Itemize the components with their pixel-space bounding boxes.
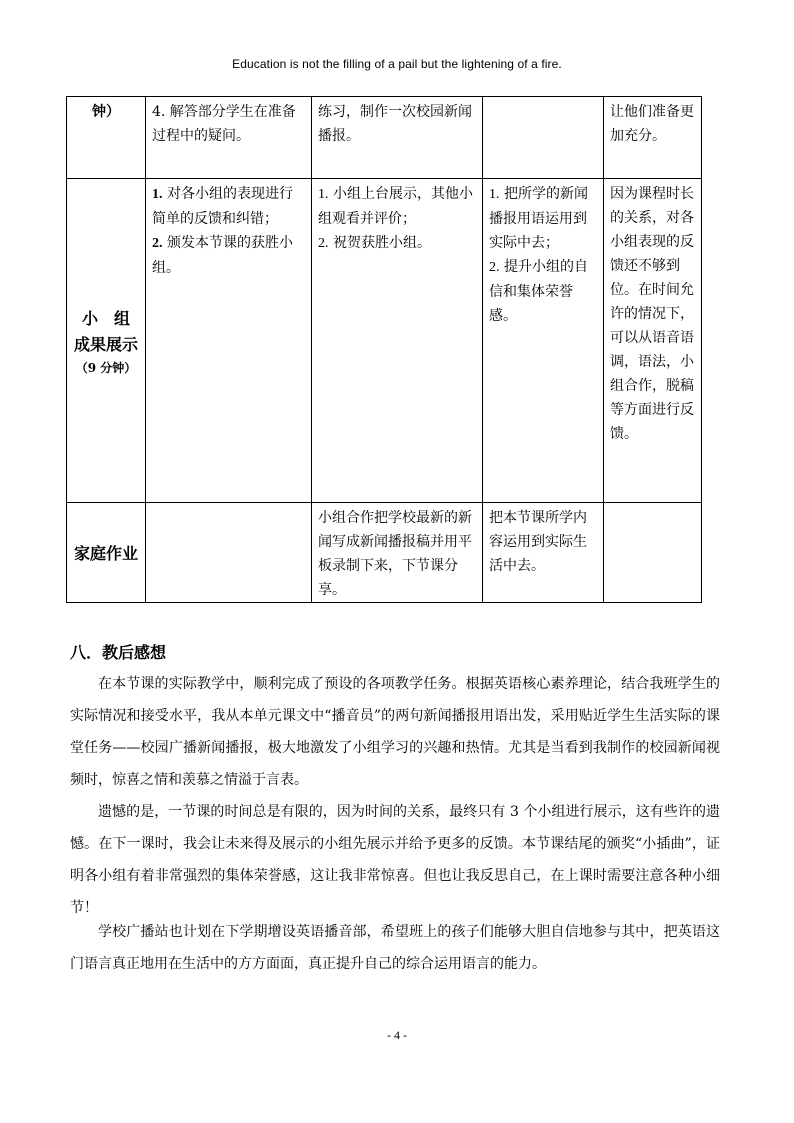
list-item: 1. 对各小组的表现进行简单的反馈和纠错； bbox=[152, 186, 293, 227]
purpose-text: 把本节课所学内容运用到实际生活中去。 bbox=[489, 510, 587, 574]
reflection-cell bbox=[604, 503, 702, 603]
table-row bbox=[67, 503, 702, 603]
paragraph: 在本节课的实际教学中，顺利完成了预设的各项教学任务。根据英语核心素养理论，结合我班学生的实际情况和接受水平，我从本单元课文中“播音员”的两句新闻播报用语出发，采用贴近学生生活实际的课堂任务——校园广播新闻播报，极大地激发了小组学习的兴趣和热情。尤其是当看到我制作的校园新闻视频时，惊喜之情和羡慕之情溢于言表。 bbox=[70, 676, 720, 788]
stage-label: 钟） bbox=[92, 104, 120, 120]
list-item: 2. 提升小组的自信和集体荣誉感。 bbox=[489, 259, 588, 324]
reflection-text: 因为课程时长的关系，对各小组表现的反馈还不够到位。在时间允许的情况下，可以从语音语调，语法，小组合作，脱稿等方面进行反馈。 bbox=[610, 186, 694, 442]
teacher-activity-cell bbox=[146, 503, 312, 603]
stage-cell bbox=[67, 503, 146, 603]
student-activity-cell bbox=[312, 503, 483, 603]
stage-label: 家庭作业 bbox=[73, 544, 138, 563]
stage-cell bbox=[67, 97, 146, 179]
student-activity-cell bbox=[312, 179, 483, 503]
list-item: 1. 小组上台展示，其他小组观看并评价； bbox=[318, 186, 473, 227]
teacher-activity-cell bbox=[146, 179, 312, 503]
student-activity-text: 小组合作把学校最新的新闻写成新闻播报稿并用平板录制下来，下节课分享。 bbox=[318, 510, 472, 598]
reflection-text: 让他们准备更加充分。 bbox=[610, 104, 694, 144]
list-item: 1. 把所学的新闻播报用语运用到实际中去； bbox=[489, 186, 588, 251]
paragraph: 遗憾的是，一节课的时间总是有限的，因为时间的关系，最终只有 3 个小组进行展示，这有些许的遗憾。在下一课时，我会让未来得及展示的小组先展示并给予更多的反馈。本节课结尾的颁奖“小插曲”，证明各小组有着非常强烈的集体荣誉感，这让我非常惊喜。但也让我反思自己，在上课时需要注意各种小细节！ bbox=[70, 804, 720, 916]
teacher-activity-text: 4. 解答部分学生在准备过程中的疑问。 bbox=[152, 104, 296, 144]
purpose-cell bbox=[483, 97, 604, 179]
purpose-cell bbox=[483, 179, 604, 503]
list-item: 2. 颁发本节课的获胜小组。 bbox=[152, 235, 293, 276]
purpose-cell bbox=[483, 503, 604, 603]
list-item: 2. 祝贺获胜小组。 bbox=[318, 235, 431, 251]
student-activity-cell bbox=[312, 97, 483, 179]
stage-title: 小 组 成果展示 bbox=[73, 309, 138, 354]
teacher-activity-cell bbox=[146, 97, 312, 179]
stage-duration: （9 分钟） bbox=[75, 361, 137, 375]
page-number: - 4 - bbox=[387, 1028, 407, 1042]
table-row bbox=[67, 179, 702, 503]
table-row bbox=[67, 97, 702, 179]
section-heading: 八．教后感想 bbox=[70, 643, 167, 662]
page-header: Education is not the filling of a pail but the lightening of a fire. bbox=[232, 57, 562, 71]
lesson-plan-table bbox=[66, 96, 702, 603]
paragraph: 学校广播站也计划在下学期增设英语播音部，希望班上的孩子们能够大胆自信地参与其中，把英语这门语言真正地用在生活中的方方面面，真正提升自己的综合运用语言的能力。 bbox=[70, 924, 720, 972]
stage-cell bbox=[67, 179, 146, 503]
student-activity-text: 练习，制作一次校园新闻播报。 bbox=[318, 104, 472, 144]
reflection-cell bbox=[604, 179, 702, 503]
reflection-cell bbox=[604, 97, 702, 179]
